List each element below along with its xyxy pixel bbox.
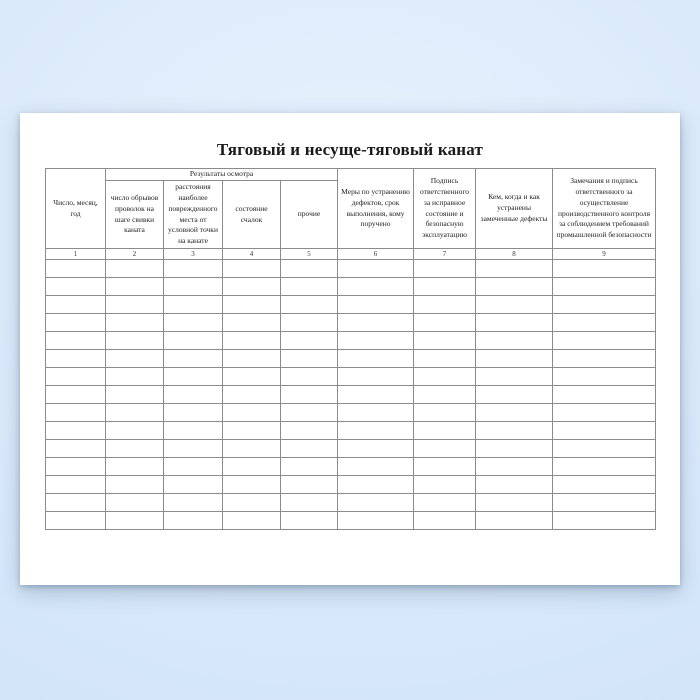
empty-cell [476,260,553,278]
empty-cell [476,422,553,440]
empty-cell [338,404,414,422]
empty-cell [164,422,223,440]
empty-cell [106,278,164,296]
empty-cell [106,350,164,368]
empty-cell [553,494,656,512]
empty-cell [476,386,553,404]
table-row [46,278,656,296]
empty-cell [281,422,338,440]
empty-cell [553,260,656,278]
empty-cell [164,458,223,476]
empty-cell [414,278,476,296]
empty-cell [414,476,476,494]
empty-cell [223,440,281,458]
document-page [20,113,680,585]
col-header-wire-breaks: число обрывов проволок на шаге свивки каната [106,180,164,248]
empty-cell [476,458,553,476]
empty-cell [553,422,656,440]
empty-cell [46,350,106,368]
empty-cell [164,350,223,368]
empty-cell [338,422,414,440]
col-header-remarks-signature: Замечания и подпись ответственного за осуществление производственного контроля за соблюдением требований промышленной безопасности [553,169,656,249]
empty-cell [476,404,553,422]
empty-cell [553,368,656,386]
empty-cell [553,314,656,332]
empty-cell [414,422,476,440]
empty-cell [476,350,553,368]
empty-cell [46,368,106,386]
empty-cell [106,458,164,476]
empty-cell [338,494,414,512]
empty-cell [164,404,223,422]
empty-cell [414,440,476,458]
empty-cell [46,314,106,332]
empty-cell [46,494,106,512]
empty-cell [164,512,223,530]
table-header [46,169,656,260]
empty-cell [338,440,414,458]
empty-cell [414,512,476,530]
empty-cell [164,332,223,350]
table-container [45,168,655,530]
empty-cell [414,494,476,512]
empty-cell [281,278,338,296]
inspection-log-table [45,168,656,530]
empty-cell [338,476,414,494]
empty-cell [281,494,338,512]
empty-cell [164,314,223,332]
empty-cell [553,458,656,476]
empty-cell [281,512,338,530]
empty-cell [106,422,164,440]
table-row [46,422,656,440]
empty-cell [553,440,656,458]
empty-cell [476,314,553,332]
empty-cell [281,458,338,476]
empty-cell [223,368,281,386]
empty-cell [476,332,553,350]
empty-cell [476,512,553,530]
empty-cell [338,314,414,332]
empty-cell [164,476,223,494]
empty-cell [338,350,414,368]
table-row [46,368,656,386]
empty-cell [223,350,281,368]
empty-cell [164,386,223,404]
empty-cell [553,332,656,350]
empty-cell [164,494,223,512]
empty-cell [106,494,164,512]
empty-cell [281,368,338,386]
empty-cell [223,260,281,278]
table-row [46,440,656,458]
empty-cell [281,404,338,422]
empty-cell [223,476,281,494]
empty-cell [338,296,414,314]
column-number: 2 [106,249,164,260]
col-header-responsible-signature: Подпись ответственного за исправное состояние и безопасную эксплуатацию [414,169,476,249]
empty-cell [46,458,106,476]
empty-cell [46,278,106,296]
empty-cell [281,314,338,332]
empty-cell [164,440,223,458]
table-row [46,260,656,278]
empty-cell [281,296,338,314]
empty-cell [106,332,164,350]
empty-cell [414,296,476,314]
empty-cell [338,458,414,476]
empty-cell [414,314,476,332]
empty-cell [106,260,164,278]
empty-cell [338,260,414,278]
empty-cell [338,512,414,530]
column-number: 6 [338,249,414,260]
empty-cell [414,368,476,386]
table-row [46,350,656,368]
empty-cell [46,512,106,530]
empty-cell [46,386,106,404]
column-number: 5 [281,249,338,260]
empty-cell [106,368,164,386]
empty-cell [338,278,414,296]
empty-cell [476,476,553,494]
empty-cell [106,296,164,314]
empty-cell [476,440,553,458]
empty-cell [553,512,656,530]
empty-cell [414,260,476,278]
empty-cell [553,296,656,314]
empty-cell [281,440,338,458]
empty-cell [106,386,164,404]
empty-cell [46,260,106,278]
table-row [46,314,656,332]
empty-cell [46,440,106,458]
empty-cell [338,368,414,386]
column-numbers-row [46,249,656,260]
empty-cell [164,260,223,278]
empty-cell [46,422,106,440]
empty-cell [223,278,281,296]
empty-cell [414,332,476,350]
empty-cell [553,386,656,404]
col-header-defect-measures: Меры по устранению дефектов, срок выполнения, кому поручено [338,169,414,249]
column-number: 4 [223,249,281,260]
empty-cell [106,440,164,458]
empty-cell [553,476,656,494]
empty-cell [46,332,106,350]
empty-cell [164,278,223,296]
empty-cell [106,314,164,332]
empty-cell [553,278,656,296]
empty-cell [164,368,223,386]
table-row [46,386,656,404]
empty-cell [106,512,164,530]
empty-cell [223,494,281,512]
column-number: 7 [414,249,476,260]
empty-cell [223,332,281,350]
empty-cell [476,368,553,386]
empty-cell [223,296,281,314]
column-number: 9 [553,249,656,260]
empty-cell [476,278,553,296]
col-header-defects-fixed: Кем, когда и как устранены замеченные дефекты [476,169,553,249]
empty-cell [223,512,281,530]
empty-cell [281,332,338,350]
empty-cell [164,296,223,314]
empty-cell [223,314,281,332]
empty-cell [553,404,656,422]
empty-cell [106,404,164,422]
table-row [46,332,656,350]
empty-cell [338,332,414,350]
column-number: 3 [164,249,223,260]
empty-cell [281,350,338,368]
col-group-header-inspection-results: Результаты осмотра [106,169,338,181]
column-number: 1 [46,249,106,260]
empty-cell [106,476,164,494]
table-row [46,512,656,530]
table-body [46,260,656,530]
table-row [46,296,656,314]
page-title: Тяговый и несуще-тяговый канат [216,140,484,159]
empty-cell [476,494,553,512]
empty-cell [223,422,281,440]
empty-cell [414,350,476,368]
table-row [46,458,656,476]
empty-cell [46,476,106,494]
empty-cell [338,386,414,404]
col-header-damage-distance: расстояния наиболее поврежденного места от условной точки на канате [164,180,223,248]
column-number: 8 [476,249,553,260]
empty-cell [223,458,281,476]
empty-cell [223,404,281,422]
empty-cell [281,260,338,278]
table-row [46,404,656,422]
table-row [46,476,656,494]
empty-cell [414,458,476,476]
empty-cell [223,386,281,404]
empty-cell [281,386,338,404]
empty-cell [281,476,338,494]
empty-cell [414,404,476,422]
empty-cell [553,350,656,368]
col-header-splice-condition: состояние счалок [223,180,281,248]
empty-cell [476,296,553,314]
empty-cell [46,296,106,314]
empty-cell [46,404,106,422]
col-header-date: Число, месяц, год [46,169,106,249]
table-row [46,494,656,512]
empty-cell [414,386,476,404]
col-header-other: прочие [281,180,338,248]
group-header-row [46,169,656,181]
